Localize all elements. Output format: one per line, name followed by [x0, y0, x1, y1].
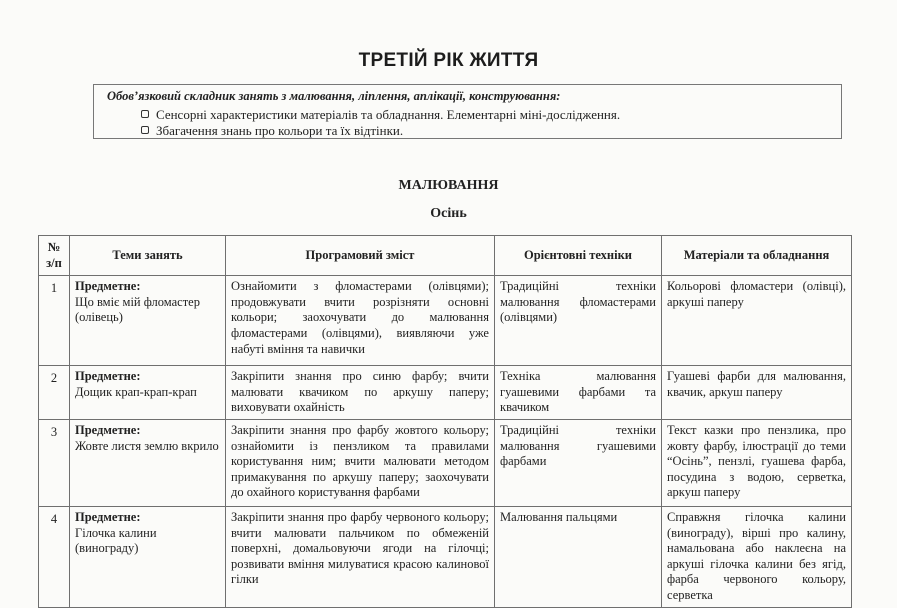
technique-cell: Традиційні техніки малювання фломастерами (олівцями) — [495, 276, 662, 366]
content-cell: Закріпити знання про фарбу жовтого кольору; ознайомити із пензликом та правилами користування ним; вчити малювати методом примакування по аркушу паперу; заохочувати до охайного користування фарбами — [226, 419, 495, 506]
subject-label: Предметне: — [75, 422, 141, 437]
column-header-content: Програмовий зміст — [226, 236, 495, 276]
materials-cell: Гуашеві фарби для малювання, квачик, аркуш паперу — [662, 366, 852, 420]
subject-label: Предметне: — [75, 509, 141, 524]
row-number: 4 — [39, 506, 70, 607]
row-number: 1 — [39, 276, 70, 366]
requirements-box — [93, 84, 842, 139]
column-header-materials: Матеріали та обладнання — [662, 236, 852, 276]
requirements-heading: Обов’язковий складник занять з малювання, ліплення, аплікації, конструювання: — [107, 89, 561, 103]
materials-cell: Кольорові фломастери (олівці), аркуші паперу — [662, 276, 852, 366]
topic-text: Дощик крап-крап-крап — [75, 384, 197, 399]
materials-cell: Текст казки про пензлика, про жовту фарбу, ілюстрації до теми “Осінь”, пензлі, гуашева фарба, посудина з водою, серветка, аркуш паперу — [662, 419, 852, 506]
square-bullet-icon — [141, 126, 149, 134]
topic-cell — [70, 366, 226, 420]
square-bullet-icon — [141, 110, 149, 118]
content-cell: Закріпити знання про синю фарбу; вчити малювати квачиком по аркушу паперу; виховувати охайність — [226, 366, 495, 420]
table-row — [39, 276, 852, 366]
requirements-item — [141, 123, 403, 139]
topic-cell — [70, 506, 226, 607]
table-row — [39, 419, 852, 506]
technique-cell: Традиційні техніки малювання гуашевими фарбами — [495, 419, 662, 506]
column-header-topics: Теми занять — [70, 236, 226, 276]
materials-cell: Справжня гілочка калини (винограду), вірші про калину, намальована або наклеєна на аркуші гілочка калини без ягід, фарба червоного кольору, серветка — [662, 506, 852, 607]
technique-cell: Малювання пальцями — [495, 506, 662, 607]
section-heading: МАЛЮВАННЯ — [398, 178, 499, 193]
technique-cell: Техніка малювання гуашевими фарбами та квачиком — [495, 366, 662, 420]
content-cell: Закріпити знання про фарбу червоного кольору; вчити малювати пальчиком по обмеженій поверхні, домальовуючи ягоди на гілочці; розвивати вміння милуватися красою калинової гілки — [226, 506, 495, 607]
row-number: 3 — [39, 419, 70, 506]
requirements-item — [141, 107, 620, 123]
subject-label: Предметне: — [75, 279, 141, 294]
topic-text: Жовте листя землю вкрило — [75, 438, 219, 453]
column-header-techniques: Орієнтовні техніки — [495, 236, 662, 276]
page-title: ТРЕТІЙ РІК ЖИТТЯ — [358, 50, 539, 71]
table-header-row — [39, 236, 852, 276]
topic-text: Що вміє мій фломастер (олівець) — [75, 294, 200, 325]
topic-cell — [70, 276, 226, 366]
topic-cell — [70, 419, 226, 506]
content-cell: Ознайомити з фломастерами (олівцями); продовжувати вчити розрізняти основні кольори; заохочувати до малювання фломастерами (олівцями), виявляючи уже набуті вміння та навички — [226, 276, 495, 366]
topic-text: Гілочка калини (винограду) — [75, 525, 157, 556]
requirements-item-text: Збагачення знань про кольори та їх відтінки. — [156, 123, 404, 138]
table-row — [39, 366, 852, 420]
column-header-number: № з/п — [39, 236, 70, 276]
subject-label: Предметне: — [75, 369, 141, 384]
requirements-item-text: Сенсорні характеристики матеріалів та обладнання. Елементарні міні-дослідження. — [156, 107, 621, 122]
table-row — [39, 506, 852, 607]
lessons-table — [38, 235, 852, 608]
season-heading: Осінь — [430, 206, 467, 221]
row-number: 2 — [39, 366, 70, 420]
